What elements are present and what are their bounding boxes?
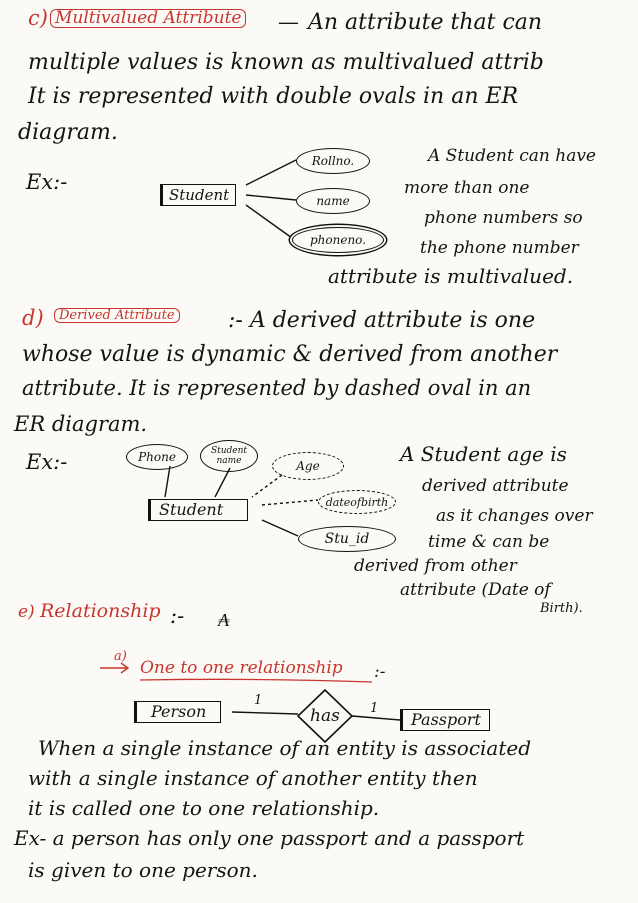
text-line: An attribute that can — [308, 10, 543, 35]
text-line: multiple values is known as multivalued attrib — [28, 50, 544, 75]
derived-attribute-oval: Age — [272, 452, 344, 480]
text-line: is given to one person. — [28, 858, 258, 882]
cardinality-left: 1 — [254, 693, 263, 708]
text-line: diagram. — [18, 120, 118, 145]
attribute-oval: name — [296, 188, 370, 214]
note-line: as it changes over — [436, 506, 593, 526]
text-line: :- A derived attribute is one — [228, 308, 536, 333]
text-line: Ex- a person has only one passport and a passport — [14, 826, 525, 850]
note-line: derived attribute — [422, 476, 569, 496]
attribute-oval: Phone — [126, 444, 188, 470]
text-line: whose value is dynamic & derived from another — [22, 342, 558, 367]
text-line: with a single instance of another entity then — [28, 766, 478, 790]
note-line: A Student can have — [428, 146, 596, 166]
section-marker: d) — [22, 306, 44, 330]
text-line: attribute. It is represented by dashed oval in an — [22, 376, 532, 400]
note-line: time & can be — [428, 532, 550, 552]
attribute-oval: Student name — [200, 440, 258, 472]
entity-passport: Passport — [400, 709, 490, 731]
section-heading: Multivalued Attribute — [50, 9, 246, 28]
note-line: Birth). — [540, 601, 583, 616]
note-line: attribute (Date of — [400, 580, 551, 600]
sub-heading: One to one relationship — [140, 658, 343, 678]
note-line: more than one — [404, 178, 530, 198]
section-marker: c) — [28, 6, 48, 30]
attribute-oval: Rollno. — [296, 148, 370, 174]
example-label: Ex:- — [26, 450, 68, 474]
notebook-page: ₳ c) Multivalued Attribute — An attribute that can multiple values is known as multivalued attrib It is represented with double ovals in an ER diagram. Ex:- Student Rollno. name phoneno. A Student can have more than one phone numbers so the phone number attribute is multivalued. d) Derived Attribute :- A derived attribute is one whose value is dynamic & derived from another attribute. It is represented by dashed oval in an ER diagram. Ex:- Phone Student name Age Student dateofbirth Stu_id A Student age is derived attribute as it changes over time & can be derived from other attribute (Date of Birth). e) Relationship :- a) One to one relationship :- Person 1 has 1 Passport When a single instance of an entity is associated with a single instance of another entity then it is called one to one relationship. Ex- a person has only one passport and a passport is given to one person. — [0, 0, 638, 903]
attribute-oval: Stu_id — [298, 526, 396, 552]
relationship-label: has — [310, 706, 340, 726]
sub-suffix: :- — [374, 662, 386, 682]
section-heading: Relationship — [40, 600, 161, 622]
note-line: the phone number — [420, 238, 579, 258]
entity-person: Person — [134, 701, 221, 723]
cardinality-right: 1 — [370, 701, 379, 716]
note-line: derived from other — [354, 556, 517, 576]
text-line: ER diagram. — [14, 412, 148, 436]
section-heading: Derived Attribute — [54, 308, 180, 323]
sub-marker: a) — [114, 649, 127, 664]
text-line: it is called one to one relationship. — [28, 796, 380, 820]
multivalued-attribute-oval: phoneno. — [292, 227, 384, 253]
entity-student: Student — [148, 499, 248, 521]
section-marker: e) — [18, 602, 35, 622]
note-line: A Student age is — [400, 442, 567, 466]
heading-suffix: :- — [170, 604, 185, 628]
svg-text:₳: ₳ — [218, 610, 229, 631]
entity-student: Student — [160, 184, 236, 206]
example-label: Ex:- — [26, 170, 68, 194]
derived-source-attribute-oval: dateofbirth — [318, 490, 396, 514]
text-line: It is represented with double ovals in an ER — [28, 84, 519, 109]
text-line: When a single instance of an entity is associated — [38, 736, 532, 760]
note-line: phone numbers so — [424, 208, 583, 228]
note-line: attribute is multivalued. — [328, 264, 574, 288]
